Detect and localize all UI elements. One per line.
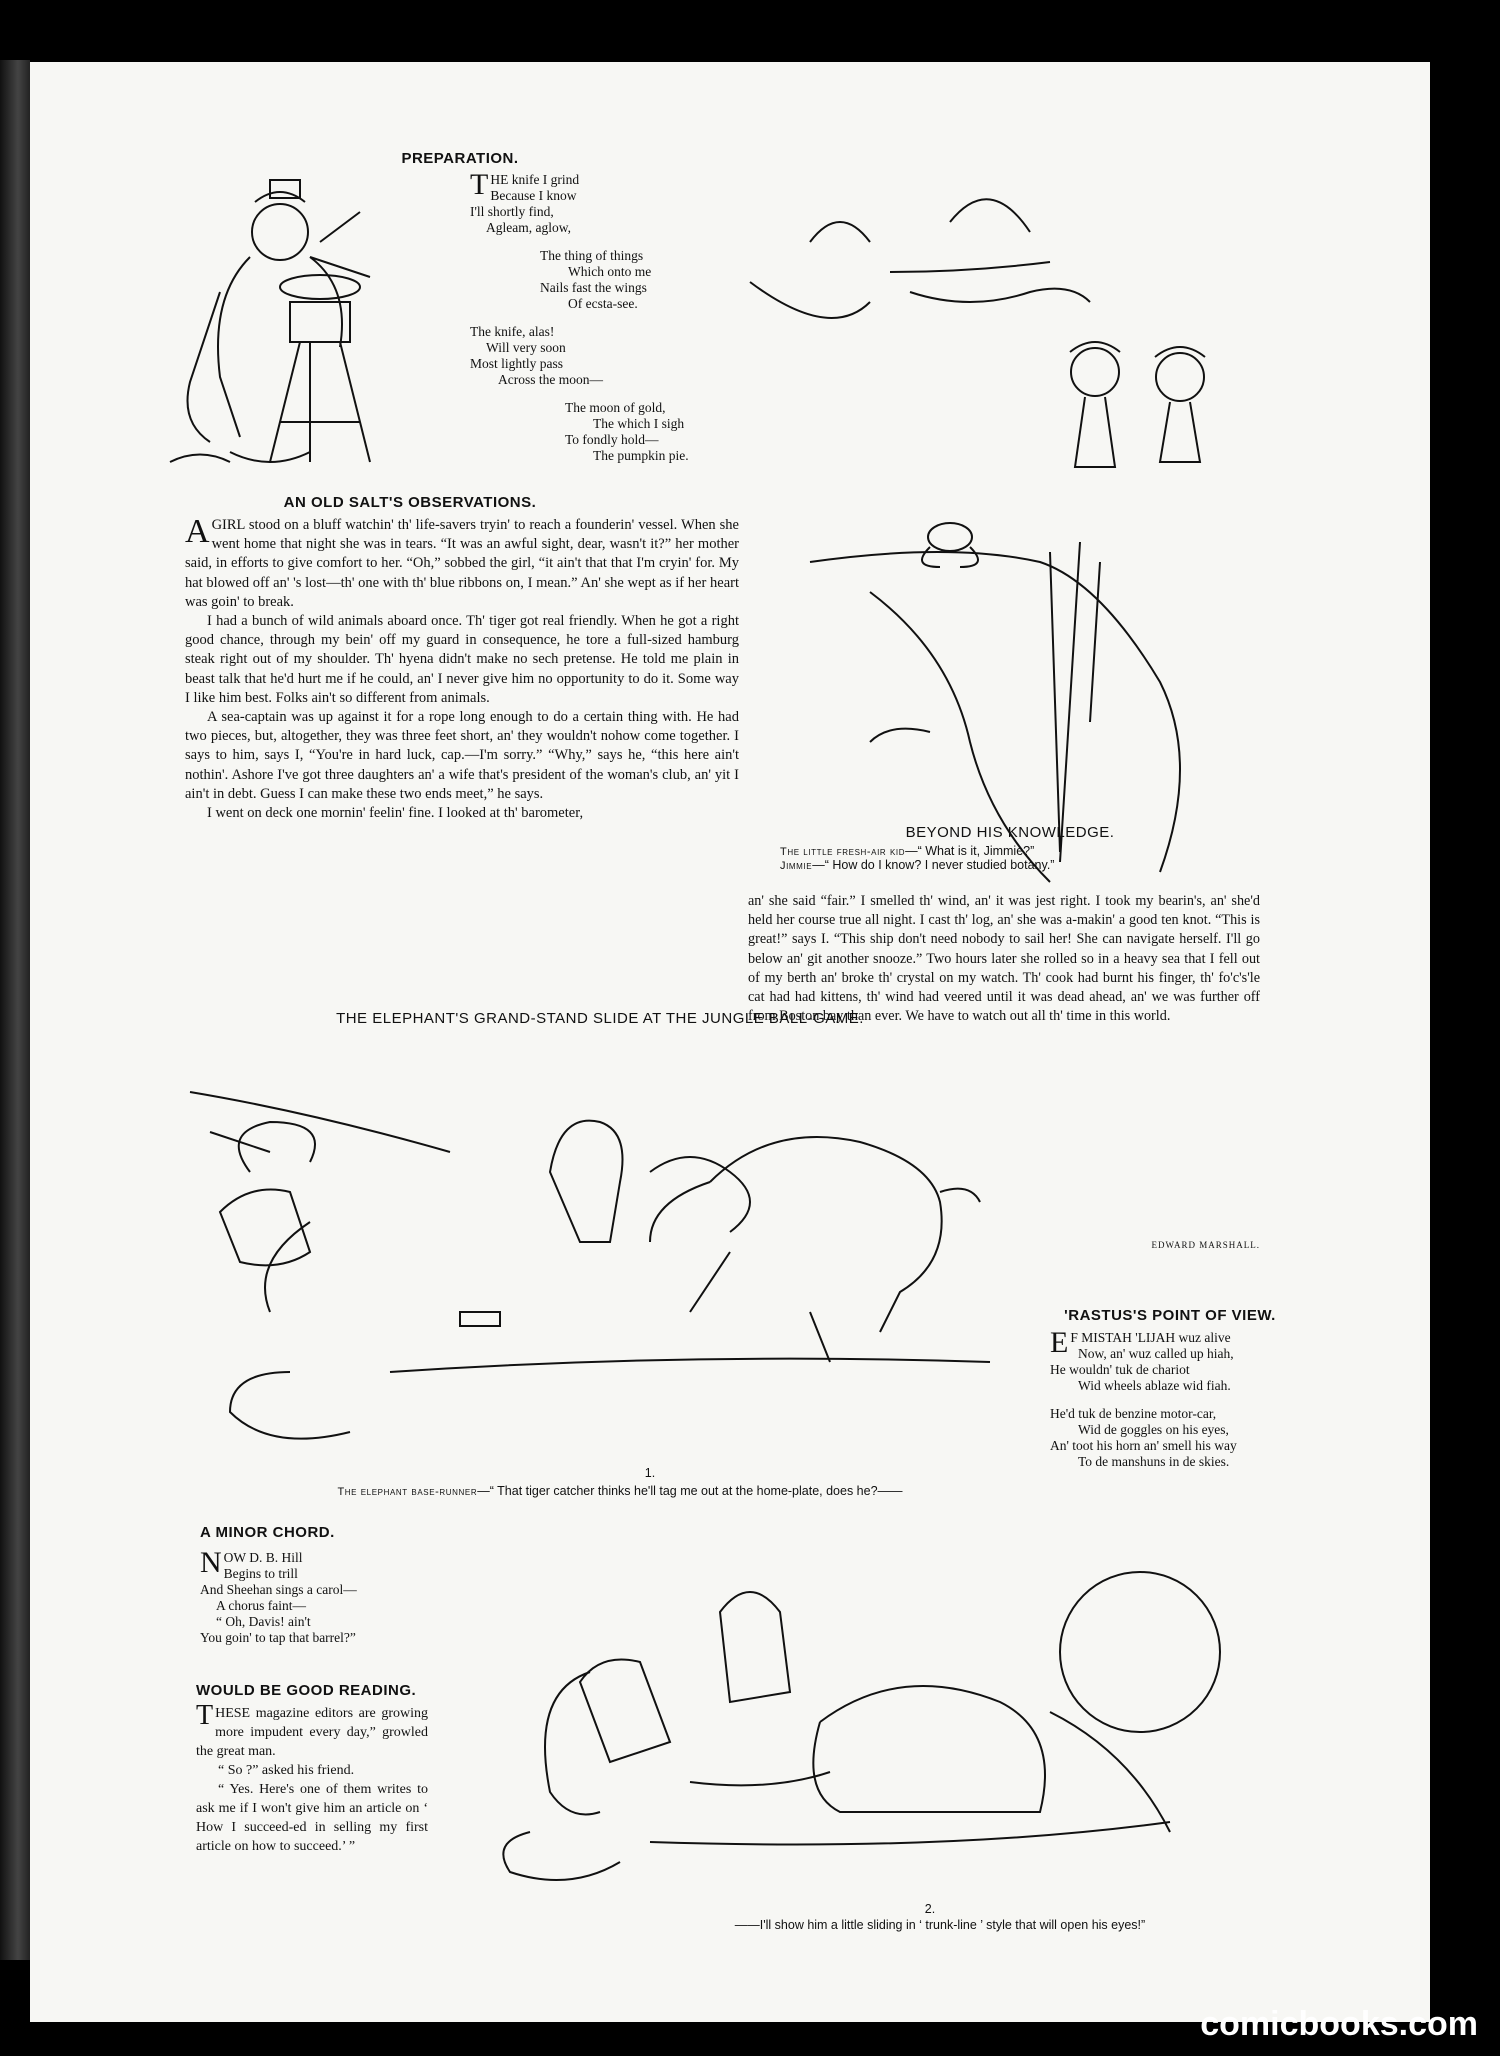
poem-line: Begins to trill (223, 1566, 298, 1581)
poem-line: “ Oh, Davis! ain't (216, 1614, 311, 1629)
poem-line: And Sheehan sings a carol— (200, 1582, 357, 1597)
old-salt-article (185, 513, 739, 823)
book-spine (0, 60, 30, 1960)
drop-cap: T (196, 1700, 214, 1731)
poem-line: An' toot his horn an' smell his way (1050, 1438, 1237, 1453)
poem-line: The which I sigh (593, 416, 685, 431)
elephant-caption-2: ——I'll show him a little sliding in ‘ trunk-line ’ style that will open his eyes!” (734, 1918, 1146, 1932)
paragraph: I had a bunch of wild animals aboard once. Th' tiger got real friendly. When he got a right good chance, through my bein' off my guard in consequence, he tore a full-sized hamburg steak right out of my shoulder. Th' hyena didn't make no sech pretense. He told me plain in beast talk that he'd hurt me if he could, an' I never give him no opportunity to do it. Some way I like him best. Folks ain't so different from animals. (185, 613, 739, 706)
poem-line: Wid wheels ablaze wid fiah. (1078, 1378, 1231, 1393)
preparation-title: PREPARATION. (401, 150, 519, 167)
poem-line: He'd tuk de benzine motor-car, (1050, 1406, 1217, 1421)
minor-chord-title: A MINOR CHORD. (200, 1524, 335, 1541)
old-salt-title: AN OLD SALT'S OBSERVATIONS. (283, 494, 537, 511)
poem-line: The knife, alas! (470, 324, 555, 339)
paragraph: an' she said “fair.” I smelled th' wind, an' it was jest right. I took my bearin's, an' she'd held her course true all night. I cast th' log, an' she was a-makin' a good ten knot. “This is great!” says I. “This ship don't need nobody to sail her! She can navigate herself. I'll go below an' git another snooze.” Two hours later she rolled so in a heavy sea that I fell out of my berth an' broke th' crystal on my watch. Th' cook had burnt his finger, th' fo'c's'le cat had had kittens, th' wind had veered until it was dead ahead, an' we was further off from Boston bay than ever. We have to watch out all th' time in this world. (748, 893, 1260, 1025)
fresh-air-kids-illustration (750, 162, 1260, 892)
paragraph: A sea-captain was up against it for a rope long enough to do a certain thing with. He had two pieces, but, altogether, they was three feet short, an' they wouldn't nohow come together. I says to him, says I, “You're in hard luck, cap.—I'm sorry.” “Why,” says he, “this here ain't nothin'. Ashore I've got three daughters an' a wife that's president of the woman's club, an' yit I ain't in debt. Guess I can make these two ends meet,” he says. (185, 709, 739, 802)
caption-line: —“ How do I know? I never studied botany.” (812, 858, 1055, 872)
site-watermark: comicbooks.com (1200, 2005, 1478, 2043)
poem-line: Will very soon (486, 340, 566, 355)
paragraph: I went on deck one mornin' feelin' fine. I looked at th' barometer, (207, 805, 584, 822)
poem-line: F MISTAH 'LIJAH wuz alive (1070, 1330, 1231, 1345)
poem-line: To de manshuns in de skies. (1078, 1454, 1230, 1469)
elephant-title: THE ELEPHANT'S GRAND-STAND SLIDE AT THE JUNGLE BALL-GAME. (336, 1010, 864, 1027)
knife-grinder-illustration (160, 162, 470, 482)
drop-cap: A (185, 513, 210, 550)
poem-line: Nails fast the wings (540, 280, 647, 295)
paragraph: “ Yes. Here's one of them writes to ask me if I won't give him an article on ‘ How I succeed-ed in selling my first article on how to succeed.’ ” (196, 1782, 428, 1854)
poem-line: I'll shortly find, (470, 204, 554, 219)
good-reading-title: WOULD BE GOOD READING. (196, 1682, 417, 1699)
caption-line: —“ What is it, Jimmie?” (905, 844, 1035, 858)
poem-line: A chorus faint— (216, 1598, 306, 1613)
poem-line: Wid de goggles on his eyes, (1078, 1422, 1229, 1437)
drop-cap: N (200, 1546, 222, 1579)
poem-line: Because I know (490, 188, 577, 203)
poem-line: Across the moon— (498, 372, 603, 387)
rastus-poem (1050, 1326, 1280, 1482)
poem-line: To fondly hold— (565, 432, 659, 447)
poem-line: Of ecsta-see. (568, 296, 638, 311)
caption-line: —“ That tiger catcher thinks he'll tag me out at the home-plate, does he?—— (477, 1484, 903, 1498)
poem-line: Agleam, aglow, (486, 220, 571, 235)
panel-number-2: 2. (924, 1902, 936, 1916)
poem-line: OW D. B. Hill (223, 1550, 303, 1565)
minor-chord-poem (200, 1546, 430, 1658)
poem-line: The moon of gold, (565, 400, 666, 415)
beyond-title: BEYOND HIS KNOWLEDGE. (905, 824, 1115, 841)
drop-cap: E (1050, 1326, 1069, 1359)
poem-line: He wouldn' tuk de chariot (1050, 1362, 1190, 1377)
panel-number-1: 1. (644, 1466, 656, 1480)
poem-line: Now, an' wuz called up hiah, (1078, 1346, 1234, 1361)
author-signature: EDWARD MARSHALL. (1151, 1240, 1260, 1250)
caption-speaker: Jimmie (780, 860, 813, 872)
poem-line: The pumpkin pie. (593, 448, 689, 463)
old-salt-continuation (748, 892, 1260, 1026)
paragraph: “ So ?” asked his friend. (218, 1763, 355, 1778)
paragraph: GIRL stood on a bluff watchin' th' life-savers tryin' to reach a founderin' vessel. When she went home that night she was in tears. “It was an awful sight, dear, wasn't it?” her mother said, in efforts to give comfort to her. “Oh,” sobbed the girl, “it ain't that that I'm cryin' for. My hat blowed off an' 's lost—th' one with th' blue ribbons on, I mean.” An' she wept as if her heart was goin' to break. (185, 517, 739, 610)
poem-line: HE knife I grind (490, 172, 580, 187)
paragraph: HESE magazine editors are growing more impudent every day,” growled the great man. (196, 1706, 428, 1759)
poem-line: You goin' to tap that barrel?” (200, 1630, 356, 1645)
caption-speaker: The little fresh-air kid (780, 846, 906, 858)
elephant-cartoon-2 (490, 1552, 1230, 1892)
good-reading-article (196, 1700, 428, 1856)
elephant-caption-1 (230, 1484, 1010, 1498)
elephant-cartoon-1 (190, 1052, 1050, 1452)
preparation-poem (470, 168, 689, 476)
beyond-caption (750, 844, 1270, 872)
drop-cap: T (470, 168, 489, 201)
page-border (1430, 50, 1500, 2040)
caption-speaker: The elephant base-runner (337, 1486, 478, 1498)
poem-line: The thing of things (540, 248, 644, 263)
poem-line: Most lightly pass (470, 356, 564, 371)
magazine-page (30, 62, 1430, 2022)
rastus-title: 'RASTUS'S POINT OF VIEW. (1064, 1307, 1276, 1324)
poem-line: Which onto me (568, 264, 652, 279)
